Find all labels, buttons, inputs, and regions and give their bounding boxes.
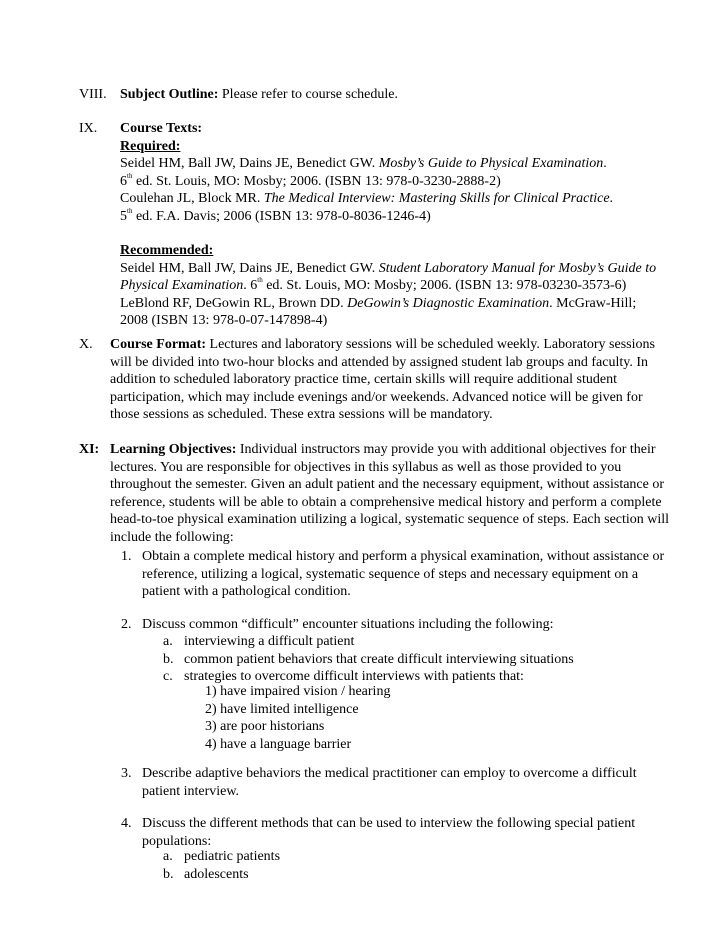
section-title: Learning Objectives: <box>110 442 237 457</box>
objective-line: Discuss common “difficult” encounter situations including the following: <box>142 617 554 632</box>
section-title: Course Texts: <box>120 121 203 136</box>
objective-line: reference, utilizing a logical, systematic sequence of steps and necessary equipment on a <box>142 566 639 582</box>
required-text-1-line-2: 6th ed. St. Louis, MO: Mosby; 2006. (ISBN 13: 978-0-3230-2888-2) <box>120 171 501 189</box>
recommended-text-2-line-1: LeBlond RF, DeGowin RL, Brown DD. DeGowin’s Diagnostic Examination. McGraw-Hill; <box>120 295 637 311</box>
objective-number: 1. <box>121 549 132 564</box>
sub-item: b. common patient behaviors that create difficult interviewing situations <box>163 651 574 667</box>
objective-subsublist <box>205 683 390 753</box>
paragraph-line: Learning Objectives: Individual instructors may provide you with additional objectives for their <box>110 442 656 457</box>
objective-sublist <box>163 848 280 883</box>
objective-line: populations: <box>142 833 212 849</box>
section-title: Subject Outline: <box>120 87 219 102</box>
paragraph-line: throughout the semester. Given an adult patient and the necessary equipment, without assistance or <box>110 477 665 492</box>
paragraph-line: participation, which may include evenings and/or weekends. Advanced notice will be given for <box>110 389 643 405</box>
sub-item: a. pediatric patients <box>163 849 281 864</box>
paragraph-line: reference, students will be able to obtain a comprehensive medical history and perform a complete <box>110 494 662 510</box>
recommended-text-2-line-2: 2008 (ISBN 13: 978-0-07-147898-4) <box>120 313 328 328</box>
required-text-1-line-1: Seidel HM, Ball JW, Dains JE, Benedict GW. Mosby’s Guide to Physical Examination. <box>120 156 607 171</box>
required-text-2-line-2: 5th ed. F.A. Davis; 2006 (ISBN 13: 978-0-8036-1246-4) <box>120 206 431 224</box>
required-label: Required: <box>120 138 181 154</box>
paragraph-line: head-to-toe physical examination utilizing a logical, systematic sequence of steps. Each section will <box>110 512 670 527</box>
paragraph-line: Course Format: Lectures and laboratory sessions will be scheduled weekly. Laboratory sessions <box>110 337 655 352</box>
paragraph-line: addition to scheduled laboratory practice time, certain skills will require additional student <box>110 372 617 387</box>
objective-line: Discuss the different methods that can be used to interview the following special patient <box>142 816 636 831</box>
objective-number: 4. <box>121 816 132 831</box>
objective-line: Describe adaptive behaviors the medical practitioner can employ to overcome a difficult <box>142 766 637 781</box>
subsub-item: 1) have impaired vision / hearing <box>205 684 391 699</box>
subsub-item: 2) have limited intelligence <box>205 701 359 717</box>
objective-number: 2. <box>121 617 132 632</box>
section-text: Please refer to course schedule. <box>218 87 398 102</box>
objective-line: Obtain a complete medical history and perform a physical examination, without assistance or <box>142 549 665 564</box>
subsub-item: 4) have a language barrier <box>205 736 352 752</box>
paragraph-line: those sessions as scheduled. These extra sessions will be mandatory. <box>110 407 493 422</box>
section-number: XI: <box>79 442 100 457</box>
section-number: X. <box>79 337 93 352</box>
objective-number: 3. <box>121 766 132 781</box>
paragraph-line: will be divided into two-hour blocks and attended by assigned student lab groups and faculty. In <box>110 354 648 370</box>
recommended-text-1-line-2: Physical Examination. 6th ed. St. Louis, MO: Mosby; 2006. (ISBN 13: 978-03230-3573-6) <box>120 276 627 293</box>
section-title: Course Format: <box>110 337 207 352</box>
recommended-text-1-line-1: Seidel HM, Ball JW, Dains JE, Benedict GW. Student Laboratory Manual for Mosby’s Guide to <box>120 260 657 276</box>
section-number: VIII. <box>79 87 107 102</box>
objective-sublist <box>163 633 574 686</box>
sub-item: b. adolescents <box>163 866 249 882</box>
paragraph-line: include the following: <box>110 529 234 545</box>
sub-item: a. interviewing a difficult patient <box>163 634 355 649</box>
sub-item: c. strategies to overcome difficult interviews with patients that: <box>163 669 524 684</box>
section-number: IX. <box>79 121 98 136</box>
objective-line: patient interview. <box>142 783 240 799</box>
paragraph-line: lectures. You are responsible for objectives in this syllabus as well as those provided to you <box>110 459 622 475</box>
objective-line: patient with a pathological condition. <box>142 584 351 599</box>
recommended-label: Recommended: <box>120 243 214 258</box>
required-text-2-line-1: Coulehan JL, Block MR. The Medical Interview: Mastering Skills for Clinical Practice. <box>120 191 614 206</box>
subsub-item: 3) are poor historians <box>205 719 325 734</box>
